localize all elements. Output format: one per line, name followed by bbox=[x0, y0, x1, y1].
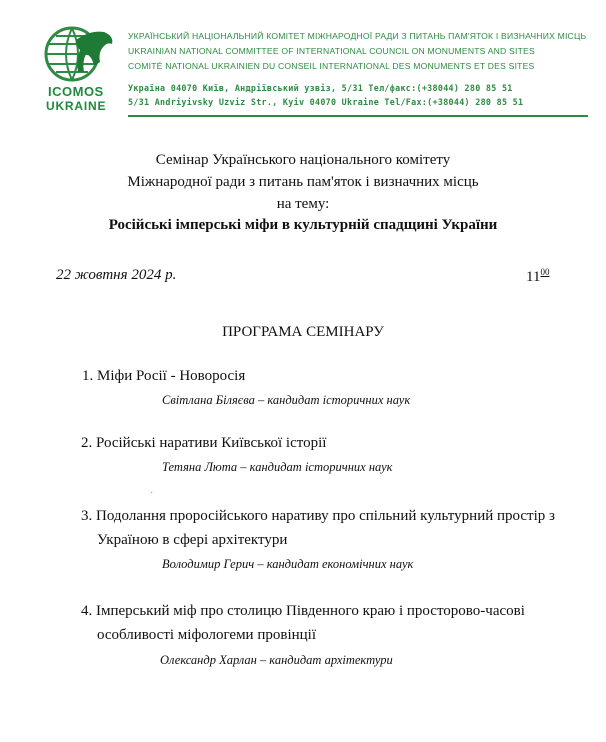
program-item-3-line-2: Україною в сфері архітектури bbox=[97, 532, 288, 548]
logo-text-ukraine: UKRAINE bbox=[46, 99, 107, 113]
program-item-3-line-1: 3. Подолання проросійського наративу про спільний культурний простір з bbox=[81, 508, 555, 524]
time-hour: 11 bbox=[526, 269, 541, 285]
program-item-3-speaker: Володимир Герич – кандидат економічних наук bbox=[162, 557, 414, 571]
seminar-title: Російські імперські міфи в культурній спадщині України bbox=[108, 217, 498, 233]
program-item-1: 1. Міфи Росії - Новоросія bbox=[82, 368, 246, 384]
time-minutes: 00 bbox=[540, 267, 550, 277]
intro-line-2: Міжнародної ради з питань пам'яток і визначних місць bbox=[127, 174, 479, 190]
seminar-time bbox=[526, 267, 549, 286]
header-english-name: UKRAINIAN NATIONAL COMMITTEE OF INTERNATIONAL COUNCIL ON MONUMENTS AND SITES bbox=[128, 46, 535, 56]
logo-text-icomos: ICOMOS bbox=[48, 84, 104, 99]
intro-line-3: на тему: bbox=[276, 196, 330, 212]
stray-dot: · bbox=[150, 488, 154, 499]
program-heading: ПРОГРАМА СЕМІНАРУ bbox=[222, 324, 384, 340]
program-item-4-line-1: 4. Імперський міф про столицю Південного краю і просторово-часові bbox=[81, 603, 525, 619]
header-divider bbox=[128, 115, 588, 117]
program-item-1-speaker: Світлана Біляєва – кандидат історичних наук bbox=[162, 393, 411, 407]
program-item-2-speaker: Тетяна Люта – кандидат історичних наук bbox=[162, 460, 393, 474]
program-item-4-speaker: Олександр Харлан – кандидат архітектури bbox=[160, 653, 393, 667]
header-french-name: COMITÉ NATIONAL UKRAINIEN DU CONSEIL INTERNATIONAL DES MONUMENTS ET DES SITES bbox=[128, 61, 535, 71]
seminar-date: 22 жовтня 2024 р. bbox=[56, 267, 177, 283]
letterhead bbox=[0, 0, 606, 122]
icomos-globe-horse-logo bbox=[38, 22, 118, 84]
header-address-ukrainian: Україна 04070 Київ, Андріївський узвіз, 5/31 Тел/факс:(+38044) 280 85 51 bbox=[128, 83, 513, 93]
intro-line-1: Семінар Українського національного комітету bbox=[155, 152, 451, 168]
header-address-english: 5/31 Andriyivsky Uzviz Str., Kyiv 04070 Ukraine Tel/Fax:(+38044) 280 85 51 bbox=[128, 97, 524, 107]
header-ukrainian-name: УКРАЇНСЬКИЙ НАЦІОНАЛЬНИЙ КОМІТЕТ МІЖНАРОДНОЇ РАДИ З ПИТАНЬ ПАМ'ЯТОК І ВИЗНАЧНИХ МІСЦЬ bbox=[128, 31, 587, 41]
program-item-4-line-2: особливості міфологеми провінції bbox=[97, 627, 317, 643]
program-item-2: 2. Російські наративи Київської історії bbox=[81, 435, 327, 451]
